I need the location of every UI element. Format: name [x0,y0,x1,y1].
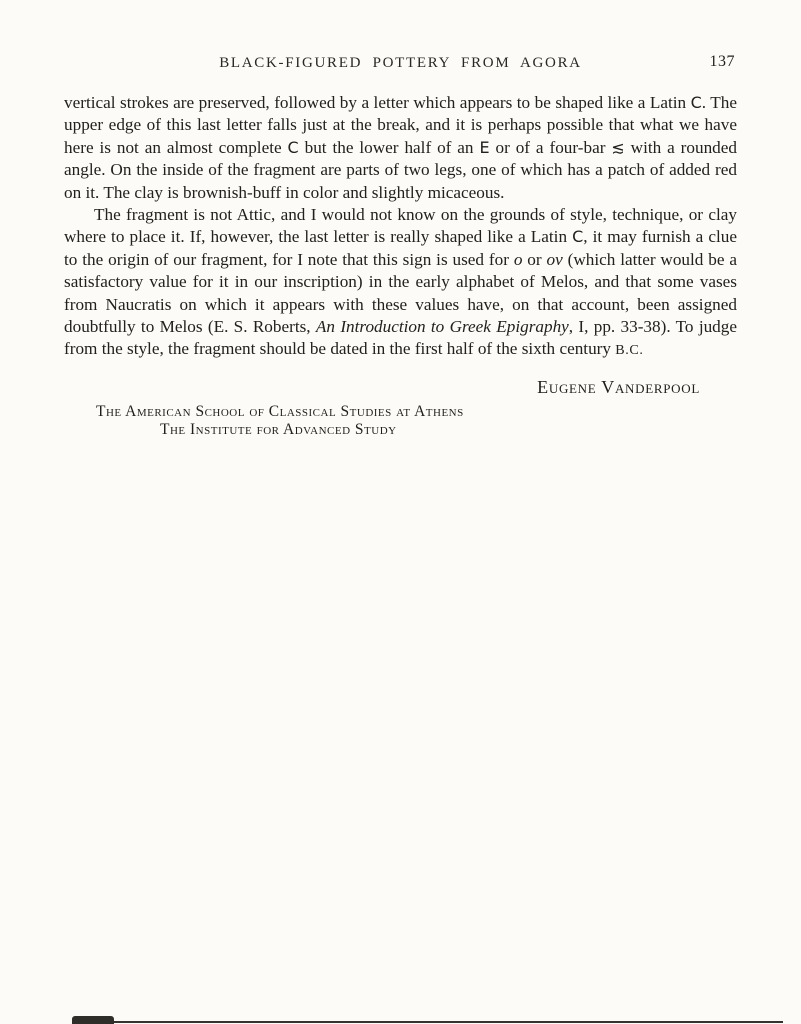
scan-artifact-bottom-line [108,1021,783,1024]
text-run: (which latter would be a satisfactory value for it in our inscription) in the early alphabet of Melos, and that some vases from Naucratis on which it appears with these values have, on that account, been assigned doubtfully to Melos (E. S. Roberts, [64,249,738,337]
book-title-citation: An Introduction to Greek Epigraphy [315,317,569,337]
running-header [64,54,737,72]
epigraphic-letter-c: C [572,227,584,247]
greek-value-o: o [513,249,523,269]
text-run: , I, pp. 33-38). To judge from the style, the fragment should be dated in the first half of the sixth century [64,317,737,359]
page-number: 137 [709,53,735,70]
four-bar-sigma-glyph: ≲ [611,137,625,157]
text-run: vertical strokes are preserved, followed by a letter which appears to be shaped like a Latin [64,93,691,112]
text-run: , it may furnish a clue to the origin of our fragment, for I note that this sign is used for [64,227,737,269]
scan-artifact-corner-mark [72,1016,114,1024]
text-run: with a rounded angle. On the inside of the fragment are parts of two legs, one of which has a patch of added red on it. The clay is brownish-buff in color and slightly micaceous. [64,137,737,202]
epigraphic-letter-e: E [479,137,490,157]
author-signature: Eugene Vanderpool [537,376,700,397]
text-run: The fragment is not Attic, and I would not know on the grounds of style, technique, or clay where to place it. If, however, the last letter is really shaped like a Latin [64,205,737,247]
affiliation-line-1: The American School of Classical Studies at Athens [96,402,464,420]
text-run: but the lower half of an [298,137,480,157]
running-header-title: BLACK-FIGURED POTTERY FROM AGORA [219,55,582,71]
text-run: or of a four-bar [489,137,612,157]
text-run: or [522,249,547,269]
epigraphic-letter-c: C [287,137,299,157]
affiliation-line-2: The Institute for Advanced Study [160,420,397,438]
greek-value-ov: ov [546,249,563,269]
paragraph-1 [64,92,737,204]
bc-abbreviation: B.C. [615,342,644,359]
paragraph-2 [64,204,737,362]
text-run: . The upper edge of this last letter falls just at the break, and it is perhaps possible that what we have here is not an almost complete [64,93,737,157]
epigraphic-letter-c: C [690,93,702,112]
